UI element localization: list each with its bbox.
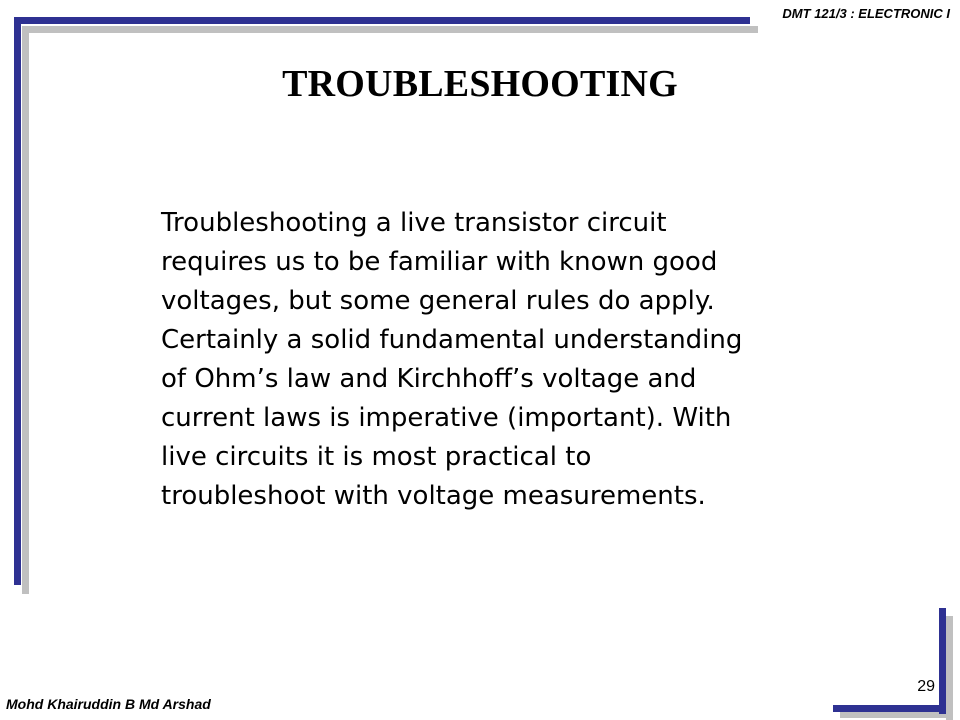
- body-line: current laws is imperative (important). With: [161, 403, 732, 433]
- frame-top-bar: [14, 17, 750, 24]
- author-footer: Mohd Khairuddin B Md Arshad: [6, 696, 211, 712]
- frame-left-shadow: [22, 26, 29, 594]
- page-number: 29: [917, 678, 935, 695]
- body-line: troubleshoot with voltage measurements.: [161, 481, 706, 511]
- body-line: requires us to be familiar with known good: [161, 247, 718, 277]
- course-code-header: DMT 121/3 : ELECTRONIC I: [782, 6, 950, 21]
- slide-body-text: [161, 204, 821, 516]
- frame-top-shadow: [22, 26, 758, 33]
- frame-bottom-shadow: [840, 711, 953, 718]
- frame-right-shadow: [946, 616, 953, 720]
- body-line: live circuits it is most practical to: [161, 442, 592, 472]
- body-line: voltages, but some general rules do apply.: [161, 286, 715, 316]
- slide-title: TROUBLESHOOTING: [282, 63, 678, 105]
- body-line: Troubleshooting a live transistor circuit: [161, 208, 667, 238]
- frame-right-bar: [939, 608, 946, 714]
- body-line: Certainly a solid fundamental understanding: [161, 325, 743, 355]
- body-line: of Ohm’s law and Kirchhoff’s voltage and: [161, 364, 697, 394]
- frame-bottom-bar: [833, 705, 946, 712]
